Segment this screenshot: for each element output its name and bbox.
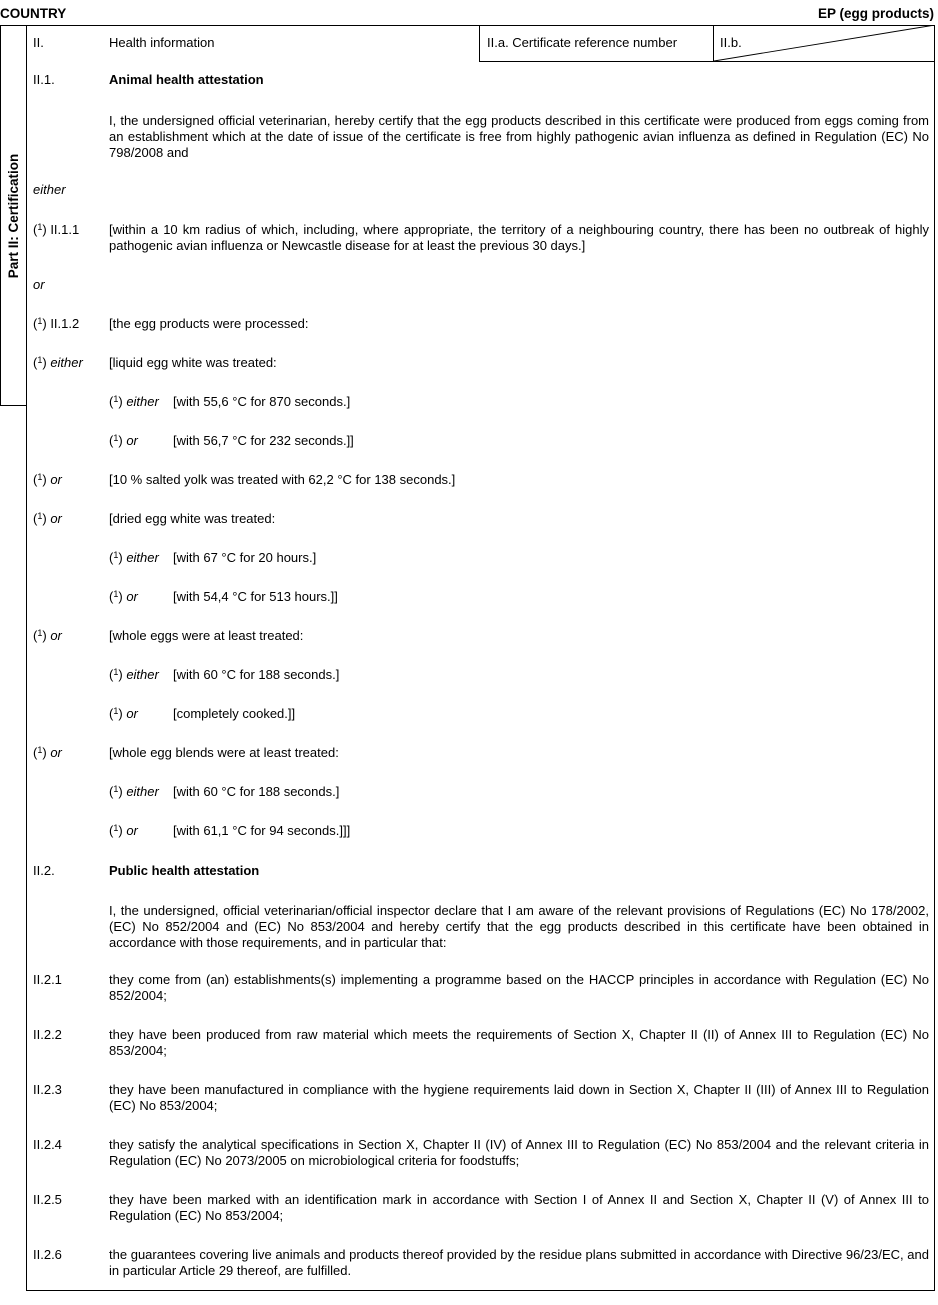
s1-number: II.1.: [33, 72, 55, 87]
ref-b-cell: [714, 25, 935, 62]
either-label: either: [33, 182, 66, 197]
whole-b-text: [completely cooked.]]: [173, 706, 296, 721]
whole-text: [whole eggs were at least treated:: [109, 628, 304, 643]
yolk-text: [10 % salted yolk was treated with 62,2 °C for 138 seconds.]: [109, 472, 456, 487]
s2-item-text: they satisfy the analytical specifications in Section X, Chapter II (IV) of Annex III to Regulation (EC) No 853/2004 and the relevant criteria in Regulation (EC) No 2073/2005 on microbiological criteria for foodstuffs;: [109, 1137, 929, 1168]
s2-item-number: II.2.4: [33, 1137, 62, 1152]
dried-marker: ($^1$) or: [33, 511, 62, 526]
ref-b-label: II.b.: [720, 35, 742, 50]
liquid-b-text: [with 56,7 °C for 232 seconds.]]: [173, 433, 354, 448]
dried-text: [dried egg white was treated:: [109, 511, 276, 526]
whole-a-marker: ($^1$) either: [109, 667, 159, 682]
reference-number-label: II.a. Certificate reference number: [487, 35, 678, 50]
section-title: Health information: [109, 35, 215, 50]
whole-b-marker: ($^1$) or: [109, 706, 138, 721]
s2-number: II.2.: [33, 863, 55, 878]
blends-marker: ($^1$) or: [33, 745, 62, 760]
s2-title: Public health attestation: [109, 863, 260, 878]
footnote-ref: 1: [37, 316, 43, 326]
s1-title: Animal health attestation: [109, 72, 264, 87]
liquid-a-marker: ($^1$) either: [109, 394, 159, 409]
s2-intro: I, the undersigned, official veterinarian/official inspector declare that I am aware of the relevant provisions of Regulations (EC) No 178/2002, (EC) No 852/2004 and (EC) No 853/2004 and hereby certify that the egg products described in this certificate have been obtained in accordance with those requirements, and in particular that:: [109, 903, 929, 950]
s2-item-text: they have been marked with an identification mark in accordance with Section I of Annex II and Section X, Chapter II (V) of Annex III to Regulation (EC) No 853/2004;: [109, 1192, 929, 1223]
s2-item-number: II.2.3: [33, 1082, 62, 1097]
liquid-text: [liquid egg white was treated:: [109, 355, 277, 370]
s2-item-text: they come from (an) establishments(s) implementing a programme based on the HACCP principles in accordance with Regulation (EC) No 852/2004;: [109, 972, 929, 1003]
blends-a-marker: ($^1$) either: [109, 784, 159, 799]
r1-text: [within a 10 km radius of which, including, where appropriate, the territory of a neighbouring country, there has been no outbreak of highly pathogenic avian influenza or Newcastle disease for at least the previous 30 days.]: [109, 222, 929, 253]
s2-item-number: II.2.5: [33, 1192, 62, 1207]
r2-number: ($^1$) II.1.2: [33, 316, 80, 331]
section-number: II.: [33, 35, 44, 50]
s1-intro: I, the undersigned official veterinarian, hereby certify that the egg products described in this certificate were produced from eggs coming from an establishment which at the date of issue of the certificate is free from highly pathogenic avian influenza as defined in Regulation (EC) No 798/2008 and: [109, 113, 929, 160]
country-label: COUNTRY: [0, 6, 67, 21]
diagonal-line: [714, 25, 935, 61]
r1-number: ($^1$) II.1.1: [33, 222, 80, 237]
blends-b-marker: ($^1$) or: [109, 823, 138, 838]
or-label: or: [33, 277, 45, 292]
blends-a-text: [with 60 °C for 188 seconds.]: [173, 784, 340, 799]
document-type: EP (egg products): [817, 6, 934, 21]
s2-item-number: II.2.2: [33, 1027, 62, 1042]
footnote-ref: 1: [37, 222, 43, 232]
r2-text: [the egg products were processed:: [109, 316, 309, 331]
s2-item-text: the guarantees covering live animals and products thereof provided by the residue plans submitted in accordance with Directive 96/23/EC, and in particular Article 29 thereof, are fulfilled.: [109, 1247, 929, 1278]
dried-b-marker: ($^1$) or: [109, 589, 138, 604]
whole-a-text: [with 60 °C for 188 seconds.]: [173, 667, 340, 682]
liquid-b-marker: ($^1$) or: [109, 433, 138, 448]
blends-b-text: [with 61,1 °C for 94 seconds.]]]: [173, 823, 351, 838]
dried-a-text: [with 67 °C for 20 hours.]: [173, 550, 317, 565]
dried-a-marker: ($^1$) either: [109, 550, 159, 565]
s2-item-number: II.2.1: [33, 972, 62, 987]
side-label: Part II: Certification: [5, 153, 21, 278]
dried-b-text: [with 54,4 °C for 513 hours.]]: [173, 589, 338, 604]
s2-item-text: they have been produced from raw material which meets the requirements of Section X, Chapter II (II) of Annex III to Regulation (EC) No 853/2004;: [109, 1027, 929, 1058]
whole-marker: ($^1$) or: [33, 628, 62, 643]
liquid-marker: ($^1$) either: [33, 355, 83, 370]
liquid-a-text: [with 55,6 °C for 870 seconds.]: [173, 394, 351, 409]
s2-item-text: they have been manufactured in compliance with the hygiene requirements laid down in Section X, Chapter II (III) of Annex III to Regulation (EC) No 853/2004;: [109, 1082, 929, 1113]
s2-item-number: II.2.6: [33, 1247, 62, 1262]
yolk-marker: ($^1$) or: [33, 472, 62, 487]
side-panel: [0, 25, 27, 406]
reference-number-cell: [479, 25, 714, 62]
blends-text: [whole egg blends were at least treated:: [109, 745, 339, 760]
